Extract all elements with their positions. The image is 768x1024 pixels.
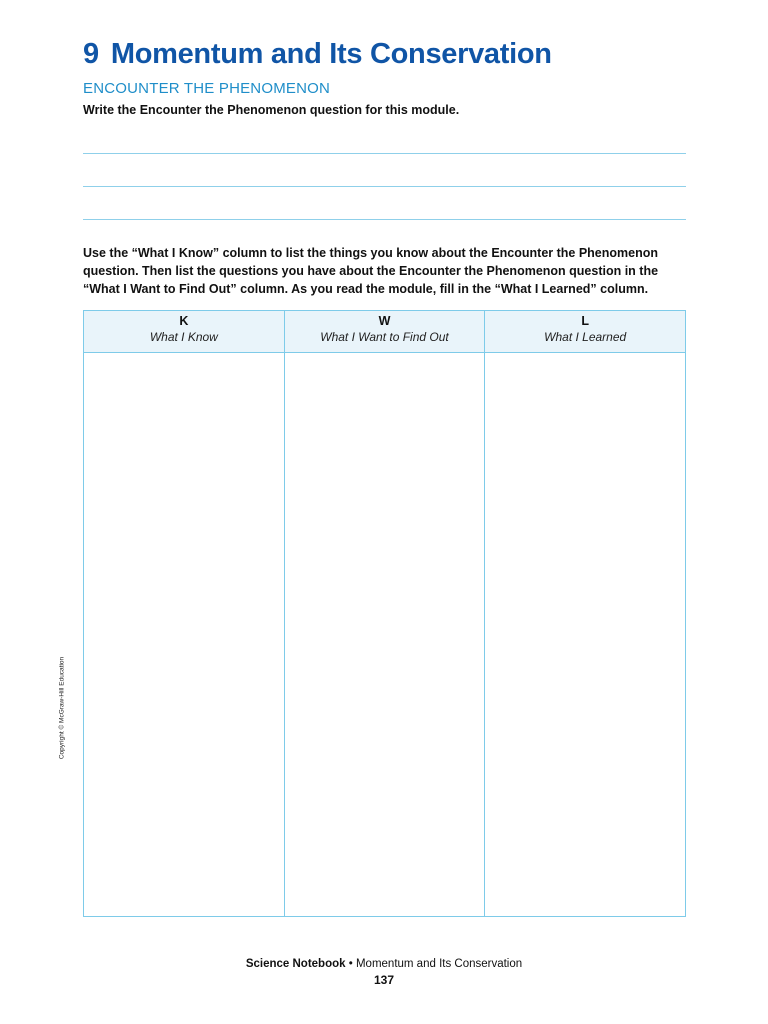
kwl-cell-what-i-know[interactable] [84, 353, 284, 916]
kwl-letter: K [179, 314, 189, 328]
footer [0, 958, 768, 970]
kwl-cell-what-i-want-to-find-out[interactable] [285, 353, 485, 916]
footer-book-title: Science Notebook [245, 958, 346, 970]
copyright-notice: Copyright © McGraw-Hill Education [58, 656, 66, 760]
answer-line[interactable] [83, 153, 686, 154]
kwl-header-l [485, 311, 685, 353]
kwl-instructions: Use the “What I Know” column to list the things you know about the Encounter the Phenomenon question. Then list the questions you have about the Encounter the Phenomenon question in the “What I Want to Find Out” column. As you read the module, fill in the “What I Learned” column. [83, 246, 659, 296]
chapter-number: 9 [83, 38, 99, 70]
kwl-label: What I Learned [544, 330, 627, 344]
kwl-cell-what-i-learned[interactable] [485, 353, 685, 916]
page-number: 137 [373, 973, 395, 987]
footer-chapter-title: Momentum and Its Conservation [355, 958, 523, 970]
kwl-label: What I Know [149, 330, 218, 344]
answer-line[interactable] [83, 186, 686, 187]
kwl-table [83, 310, 686, 917]
kwl-label: What I Want to Find Out [320, 330, 449, 344]
kwl-column-l [485, 311, 685, 916]
kwl-letter: L [581, 314, 589, 328]
page-title [83, 38, 552, 71]
chapter-title: Momentum and Its Conservation [110, 38, 552, 70]
section-heading: ENCOUNTER THE PHENOMENON [83, 80, 331, 97]
answer-line[interactable] [83, 219, 686, 220]
question-instruction: Write the Encounter the Phenomenon question for this module. [83, 103, 460, 117]
kwl-header-k [84, 311, 284, 353]
kwl-column-k [84, 311, 285, 916]
kwl-letter: W [378, 314, 391, 328]
kwl-column-w [285, 311, 486, 916]
kwl-header-w [285, 311, 485, 353]
footer-separator: • [348, 958, 353, 970]
